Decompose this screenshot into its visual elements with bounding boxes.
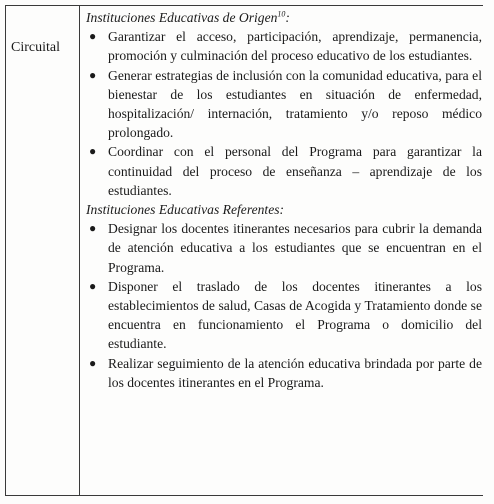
section-heading-referentes: Instituciones Educativas Referentes: <box>86 202 285 218</box>
bullet-icon: ● <box>89 29 97 44</box>
footnote-ref: 10 <box>277 9 286 19</box>
bullet-icon: ● <box>89 144 97 159</box>
column-divider <box>79 6 80 495</box>
list-item: ● Coordinar con el personal del Programa para garantizar la continuidad del proceso de enseñanza – aprendizaje de los estudiantes. <box>89 144 482 198</box>
bullet-icon: ● <box>89 355 97 370</box>
origen-list <box>86 27 482 200</box>
list-item: ● Garantizar el acceso, participación, aprendizaje, permanencia, promoción y culminación del proceso educativo de los estudiantes. <box>89 29 482 64</box>
referentes-list <box>86 219 482 392</box>
list-item: ● Designar los docentes itinerantes necesarios para cubrir la demanda de atención educativa a los estudiantes que se encuentran en el Programa. <box>89 221 482 275</box>
content-cell <box>86 8 482 392</box>
section-heading-origen: Instituciones Educativas de Origen$^{10}$: <box>86 9 290 25</box>
bullet-icon: ● <box>89 278 97 293</box>
row-label: Circuital <box>11 40 60 55</box>
bullet-icon: ● <box>89 221 97 236</box>
bullet-icon: ● <box>89 67 97 82</box>
list-item: ● Disponer el traslado de los docentes itinerantes a los establecimientos de salud, Casas de Acogida y Tratamiento donde se encuentra en funcionamiento el Programa o domicilio del estudiante. <box>89 278 482 352</box>
responsibilities-table <box>5 5 483 496</box>
list-item: ● Generar estrategias de inclusión con la comunidad educativa, para el bienestar de los estudiantes en situación de enfermedad, hospitalización/ internación, tratamiento y/o reposo médico prolongado. <box>89 67 482 141</box>
list-item: ● Realizar seguimiento de la atención educativa brindada por parte de los docentes itinerantes en el Programa. <box>89 355 482 390</box>
